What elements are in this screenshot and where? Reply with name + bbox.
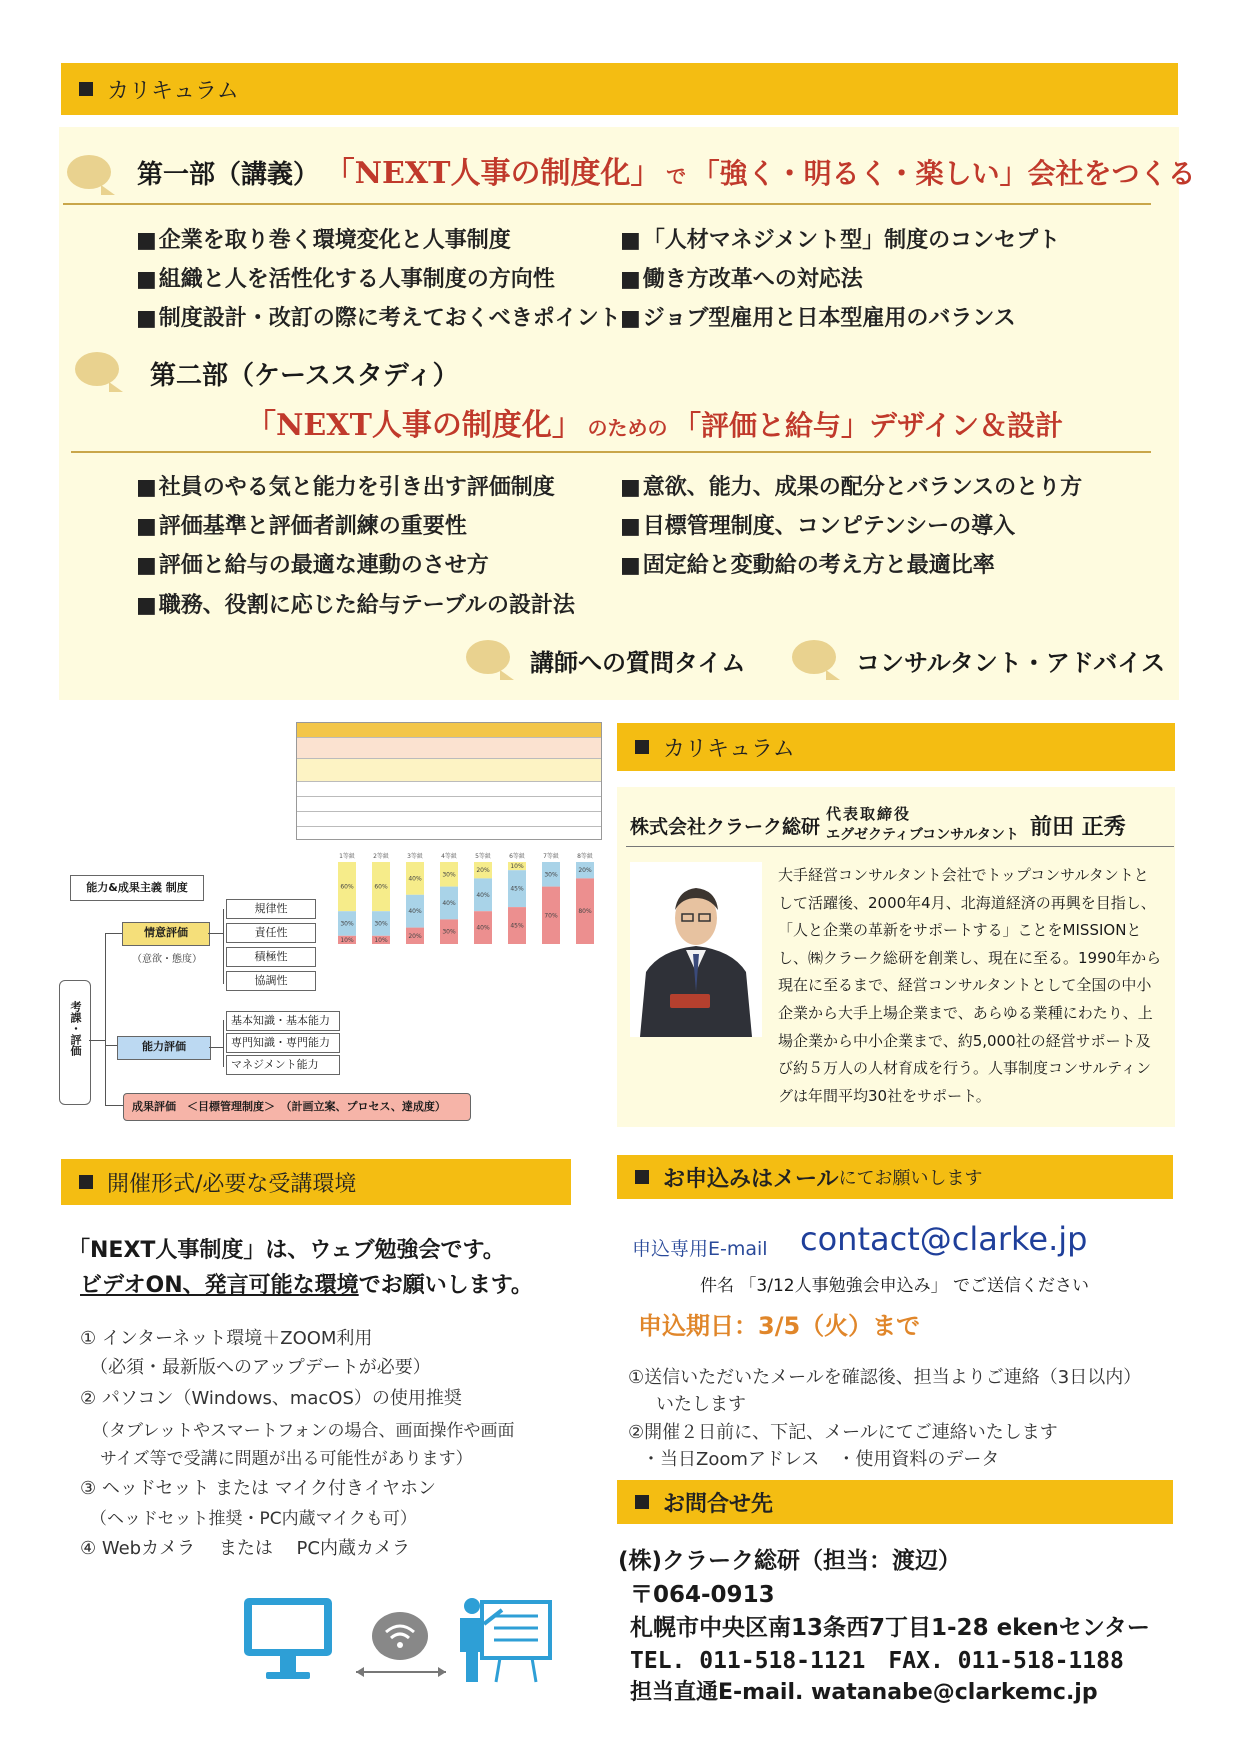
chart-data-label: 80% bbox=[578, 908, 592, 916]
part2-quote-2: 「評価と給与」デザイン＆設計 bbox=[673, 409, 1064, 442]
contact-bar bbox=[617, 1480, 1173, 1524]
diagram-connector bbox=[223, 909, 224, 984]
chart-data-label: 30% bbox=[374, 920, 388, 928]
consultant-advice-label: コンサルタント・アドバイス bbox=[856, 649, 1166, 677]
chart-data-label: 20% bbox=[578, 867, 592, 875]
apply-note: ・当日Zoomアドレス ・使用資料のデータ bbox=[642, 1449, 1000, 1470]
requirement-line: ① インターネット環境＋ZOOM利用 bbox=[80, 1328, 373, 1349]
format-request: でお願いします。 bbox=[358, 1273, 533, 1298]
apply-bar-label: お申込みはメール bbox=[663, 1166, 839, 1192]
chart-category-label: 2等級 bbox=[373, 853, 389, 860]
part1-label: 第一部（講義） bbox=[137, 160, 320, 190]
contact-tel-fax: TEL. 011-518-1121 FAX. 011-518-1188 bbox=[630, 1648, 1124, 1674]
part2-item: ■ 評価基準と評価者訓練の重要性 bbox=[136, 509, 467, 540]
chart-data-label: 40% bbox=[408, 875, 422, 883]
chart-category-label: 5等級 bbox=[475, 853, 491, 860]
web-seminar-illustration bbox=[240, 1594, 560, 1686]
monitor-icon bbox=[244, 1598, 332, 1679]
chart-data-label: 60% bbox=[374, 883, 388, 891]
part2-item: ■ 目標管理制度、コンピテンシーの導入 bbox=[620, 509, 1015, 540]
contact-zip: 〒064-0913 bbox=[630, 1582, 775, 1608]
diagram-connector bbox=[105, 1105, 123, 1106]
instructor-bar-label: カリキュラム bbox=[663, 736, 795, 762]
format-bar-label: 開催形式/必要な受講環境 bbox=[107, 1171, 357, 1197]
apply-email-label: 申込専用E-mail bbox=[632, 1238, 768, 1260]
wifi-icon bbox=[356, 1612, 446, 1677]
speech-bubble-icon bbox=[466, 640, 510, 674]
format-bar bbox=[61, 1159, 571, 1205]
diagram-connector bbox=[208, 933, 223, 934]
speech-bubble-icon bbox=[67, 155, 111, 189]
attitude-item: 協調性 bbox=[226, 971, 316, 991]
ability-item: 基本知識・基本能力 bbox=[226, 1011, 340, 1031]
chart-data-label: 40% bbox=[476, 891, 490, 899]
diagram-connector bbox=[209, 1047, 223, 1048]
requirement-line: ② パソコン（Windows、macOS）の使用推奨 bbox=[80, 1388, 462, 1409]
part2-item: ■ 固定給と変動給の考え方と最適比率 bbox=[620, 548, 995, 579]
part1-item: ■ 働き方改革への対応法 bbox=[620, 262, 863, 293]
chart-data-label: 40% bbox=[476, 924, 490, 932]
chart-data-label: 40% bbox=[442, 900, 456, 907]
square-bullet-icon bbox=[79, 1175, 93, 1189]
square-bullet-icon bbox=[635, 740, 649, 754]
attitude-item: 規律性 bbox=[226, 899, 316, 919]
apply-note: ②開催２日前に、下記、メールにてご連絡いたします bbox=[628, 1422, 1058, 1443]
apply-note: いたします bbox=[656, 1394, 746, 1415]
apply-note: ①送信いただいたメールを確認後、担当よりご連絡（3日以内） bbox=[628, 1367, 1142, 1388]
instructor-title-2: エグゼクティブコンサルタント bbox=[826, 827, 1019, 843]
requirement-line: （必須・最新版へのアップデートが必要） bbox=[90, 1357, 431, 1378]
part1-item: ■ ジョブ型雇用と日本型雇用のバランス bbox=[620, 301, 1016, 332]
evaluation-ratio-chart bbox=[330, 850, 602, 946]
part1-quote-close: 「強く・明るく・楽しい」会社をつくる bbox=[691, 157, 1196, 190]
diagram-title: 能力&成果主義 制度 bbox=[70, 875, 204, 901]
square-bullet-icon bbox=[635, 1495, 649, 1509]
part1-particle: で bbox=[666, 164, 687, 188]
part2-particle: のための bbox=[587, 416, 668, 440]
chart-data-label: 30% bbox=[442, 928, 456, 936]
chart-data-label: 20% bbox=[476, 867, 490, 875]
instructor-bio: 大手経営コンサルタント会社でトップコンサルタントとして活躍後、2000年4月、北海道経済の再興を目指し、「人と企業の革新をサポートする」ことをMISSIONとし、㈱クラーク総研を創業し、現在に至る。1990年から現在に至るまで、経営コンサルタントとして全国の中小企業から大手上場企業まで、あらゆる業種にわたり、上場企業から中小企業まで、約5,000社の経営サポート及び約５万人の人材育成を行う。人事制度コンサルティングは年間平均30社をサポート。 bbox=[778, 866, 1162, 1105]
apply-bar bbox=[617, 1155, 1173, 1199]
instructor-photo bbox=[630, 862, 762, 1037]
part2-item: ■ 意欲、能力、成果の配分とバランスのとり方 bbox=[620, 470, 1082, 501]
contact-bar-label: お問合せ先 bbox=[663, 1491, 774, 1517]
requirement-line: サイズ等で受講に問題が出る可能性があります） bbox=[100, 1449, 473, 1469]
diagram-root bbox=[59, 980, 91, 1105]
chart-data-label: 45% bbox=[510, 922, 524, 930]
apply-deadline: 申込期日：3/5（火）まで bbox=[638, 1312, 921, 1340]
diagram-connector bbox=[105, 933, 122, 934]
ability-node: 能力評価 bbox=[117, 1036, 211, 1060]
format-video-on: ビデオON、発言可能な環境 bbox=[80, 1273, 359, 1298]
chart-data-label: 60% bbox=[340, 883, 354, 891]
requirement-line: （タブレットやスマートフォンの場合、画面操作や画面 bbox=[92, 1421, 515, 1441]
requirement-line: （ヘッドセット推奨・PC内蔵マイクも可） bbox=[90, 1509, 417, 1529]
speech-bubble-icon bbox=[75, 352, 119, 386]
chart-category-label: 7等級 bbox=[543, 853, 559, 860]
ability-item: 専門知識・専門能力 bbox=[226, 1033, 340, 1053]
ratio-table bbox=[296, 722, 602, 840]
chart-data-label: 30% bbox=[340, 920, 354, 928]
chart-data-label: 45% bbox=[510, 885, 524, 893]
apply-email[interactable]: contact@clarke.jp bbox=[800, 1220, 1088, 1258]
presenter-icon bbox=[460, 1598, 550, 1682]
part2-divider bbox=[71, 451, 1151, 453]
part1-heading bbox=[137, 148, 1196, 192]
chart-category-label: 4等級 bbox=[441, 853, 457, 860]
curriculum-header-bar bbox=[61, 63, 1178, 115]
part1-item: ■ 組織と人を活性化する人事制度の方向性 bbox=[136, 262, 555, 293]
chart-category-label: 3等級 bbox=[407, 853, 423, 860]
format-line-1: 「NEXT人事制度」は、ウェブ勉強会です。 bbox=[68, 1238, 505, 1263]
chart-data-label: 70% bbox=[544, 912, 558, 920]
diagram-connector bbox=[89, 1040, 105, 1041]
diagram-root-label: 考課・評価 bbox=[69, 1001, 82, 1056]
part1-item: ■ 「人材マネジメント型」制度のコンセプト bbox=[620, 223, 1060, 254]
instructor-curriculum-bar bbox=[617, 723, 1175, 771]
chart-data-label: 10% bbox=[374, 936, 388, 944]
ability-item: マネジメント能力 bbox=[226, 1055, 340, 1075]
instructor-name: 前田 正秀 bbox=[1030, 815, 1126, 840]
instructor-divider bbox=[626, 846, 1174, 847]
contact-address: 札幌市中央区南13条西7丁目1-28 ekenセンター bbox=[630, 1615, 1150, 1641]
chart-category-label: 6等級 bbox=[509, 853, 525, 860]
chart-data-label: 30% bbox=[544, 871, 558, 879]
part1-divider bbox=[63, 203, 1151, 205]
attitude-node: 情意評価 bbox=[122, 922, 210, 946]
part1-quote-open: 「NEXT人事の制度化」 bbox=[324, 156, 661, 191]
apply-bar-label-suffix: にてお願いします bbox=[838, 1168, 983, 1189]
chart-data-label: 20% bbox=[408, 932, 422, 940]
part1-item: ■ 制度設計・改訂の際に考えておくべきポイント bbox=[136, 301, 621, 332]
contact-direct-email[interactable]: 担当直通E-mail. watanabe@clarkemc.jp bbox=[630, 1680, 1098, 1705]
part2-item: ■ 職務、役割に応じた給与テーブルの設計法 bbox=[136, 588, 575, 619]
part2-label: 第二部（ケーススタディ） bbox=[150, 361, 459, 391]
chart-data-label: 10% bbox=[510, 863, 524, 871]
part2-quote-1: 「NEXT人事の制度化」 bbox=[246, 408, 582, 443]
part2-item: ■ 評価と給与の最適な連動のさせ方 bbox=[136, 548, 489, 579]
part2-item: ■ 社員のやる気と能力を引き出す評価制度 bbox=[136, 470, 555, 501]
attitude-item: 責任性 bbox=[226, 923, 316, 943]
format-line-2 bbox=[80, 1268, 533, 1299]
requirement-line: ③ ヘッドセット または マイク付きイヤホン bbox=[80, 1478, 437, 1499]
part2-heading bbox=[246, 400, 1063, 444]
apply-subject: 件名 「3/12人事勉強会申込み」 でご送信ください bbox=[700, 1276, 1089, 1296]
diagram-connector bbox=[105, 933, 106, 1105]
speech-bubble-icon bbox=[792, 640, 836, 674]
attitude-item: 積極性 bbox=[226, 947, 316, 967]
chart-data-label: 10% bbox=[340, 936, 354, 944]
chart-category-label: 8等級 bbox=[577, 853, 593, 860]
instructor-company: 株式会社クラーク総研 bbox=[630, 816, 821, 838]
chart-data-label: 30% bbox=[442, 871, 456, 879]
square-bullet-icon bbox=[79, 82, 93, 96]
requirement-line: ④ Webカメラ または PC内蔵カメラ bbox=[80, 1538, 410, 1559]
result-node: 成果評価 ＜目標管理制度＞ （計画立案、プロセス、達成度） bbox=[123, 1093, 471, 1121]
curriculum-header-label: カリキュラム bbox=[107, 78, 239, 104]
chart-data-label: 40% bbox=[408, 908, 422, 916]
attitude-sublabel: （意欲・態度） bbox=[132, 954, 202, 965]
chart-category-label: 1等級 bbox=[339, 853, 355, 860]
square-bullet-icon bbox=[635, 1170, 649, 1184]
diagram-connector bbox=[223, 1020, 224, 1067]
instructor-title-1: 代表取締役 bbox=[826, 805, 912, 823]
contact-org: (株)クラーク総研（担当：渡辺） bbox=[618, 1548, 962, 1574]
qa-time-label: 講師への質問タイム bbox=[530, 649, 746, 677]
part1-item: ■ 企業を取り巻く環境変化と人事制度 bbox=[136, 223, 511, 254]
